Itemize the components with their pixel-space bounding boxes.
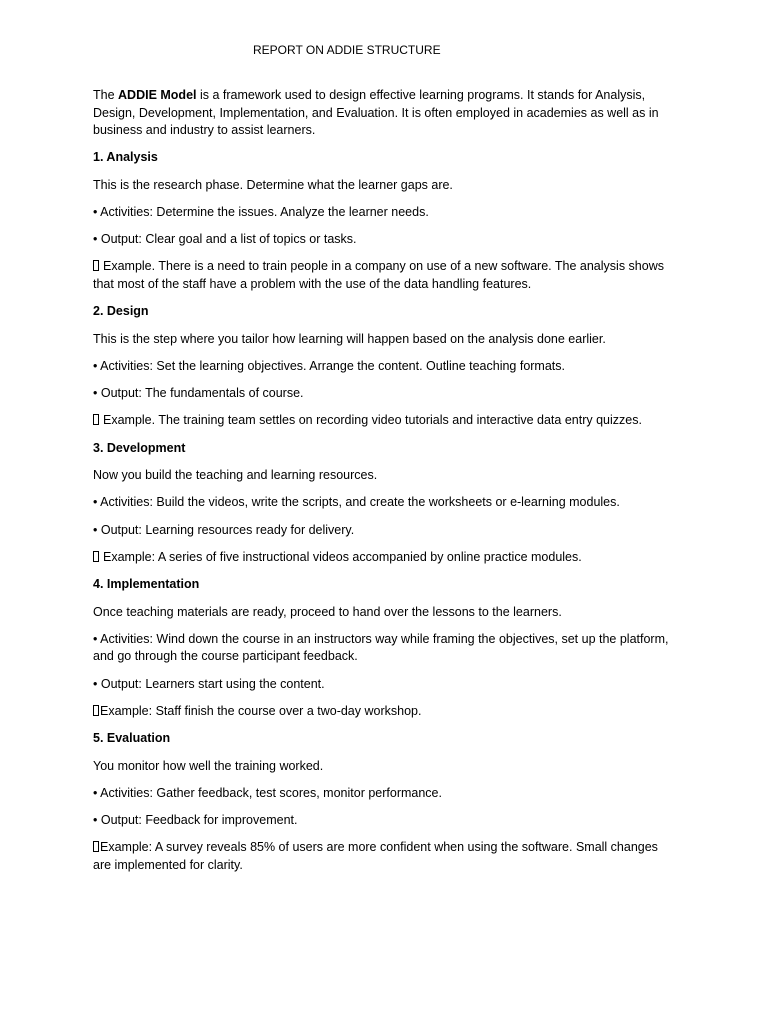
- missing-glyph-icon: [93, 414, 99, 425]
- section-heading-design: 2. Design: [93, 304, 149, 319]
- activities-bullet: • Activities: Gather feedback, test scores, monitor performance.: [93, 785, 442, 800]
- output-bullet: • Output: Learners start using the content.: [93, 676, 325, 691]
- activities-bullet: • Activities: Build the videos, write the scripts, and create the worksheets or e-learning modules.: [93, 495, 620, 510]
- intro-rest: is a framework used to design effective learning programs. It stands for Analysis, Design, Development, Implementation, and Evaluation. It is often employed in academies as well as in business and industry to assist learners.: [93, 88, 659, 137]
- example-paragraph: [93, 703, 678, 721]
- report-title: REPORT ON ADDIE STRUCTURE: [253, 43, 441, 57]
- intro-paragraph: [93, 87, 678, 140]
- section-heading-evaluation: 5. Evaluation: [93, 731, 171, 746]
- example-text: Example: A series of five instructional videos accompanied by online practice modules.: [103, 549, 582, 564]
- output-bullet: • Output: The fundamentals of course.: [93, 386, 304, 401]
- missing-glyph-icon: [93, 551, 99, 562]
- activities-bullet: • Activities: Determine the issues. Analyze the learner needs.: [93, 204, 429, 219]
- section-description: Now you build the teaching and learning resources.: [93, 468, 378, 483]
- example-paragraph: [93, 839, 678, 874]
- example-text: Example: A survey reveals 85% of users are more confident when using the software. Small changes are implemented for clarity.: [93, 840, 658, 872]
- missing-glyph-icon: [93, 260, 99, 271]
- example-paragraph: [93, 549, 678, 567]
- missing-glyph-icon: [93, 705, 99, 716]
- intro-lead: The: [93, 88, 119, 102]
- section-description: You monitor how well the training worked.: [93, 758, 324, 773]
- intro-model-name: ADDIE Model: [118, 88, 197, 102]
- section-description: This is the step where you tailor how learning will happen based on the analysis done earlier.: [93, 331, 606, 346]
- output-bullet: • Output: Feedback for improvement.: [93, 813, 298, 828]
- section-heading-development: 3. Development: [93, 440, 186, 455]
- example-paragraph: [93, 258, 678, 293]
- section-description: Once teaching materials are ready, proceed to hand over the lessons to the learners.: [93, 604, 562, 619]
- section-description: This is the research phase. Determine what the learner gaps are.: [93, 177, 453, 192]
- section-heading-implementation: 4. Implementation: [93, 577, 200, 592]
- example-text: Example: Staff finish the course over a two-day workshop.: [100, 703, 422, 718]
- output-bullet: • Output: Clear goal and a list of topics or tasks.: [93, 232, 357, 247]
- missing-glyph-icon: [93, 841, 99, 852]
- section-heading-analysis: 1. Analysis: [93, 150, 158, 165]
- example-text: Example. The training team settles on recording video tutorials and interactive data entry quizzes.: [103, 413, 642, 428]
- report-body: [93, 87, 678, 884]
- example-text: Example. There is a need to train people in a company on use of a new software. The analysis shows that most of the staff have a problem with the use of the data handling features.: [93, 259, 664, 291]
- activities-bullet: • Activities: Wind down the course in an instructors way while framing the objectives, set up the platform, and go through the course participant feedback.: [93, 631, 669, 664]
- activities-bullet: • Activities: Set the learning objectives. Arrange the content. Outline teaching formats.: [93, 358, 565, 373]
- output-bullet: • Output: Learning resources ready for delivery.: [93, 522, 355, 537]
- example-paragraph: [93, 412, 678, 430]
